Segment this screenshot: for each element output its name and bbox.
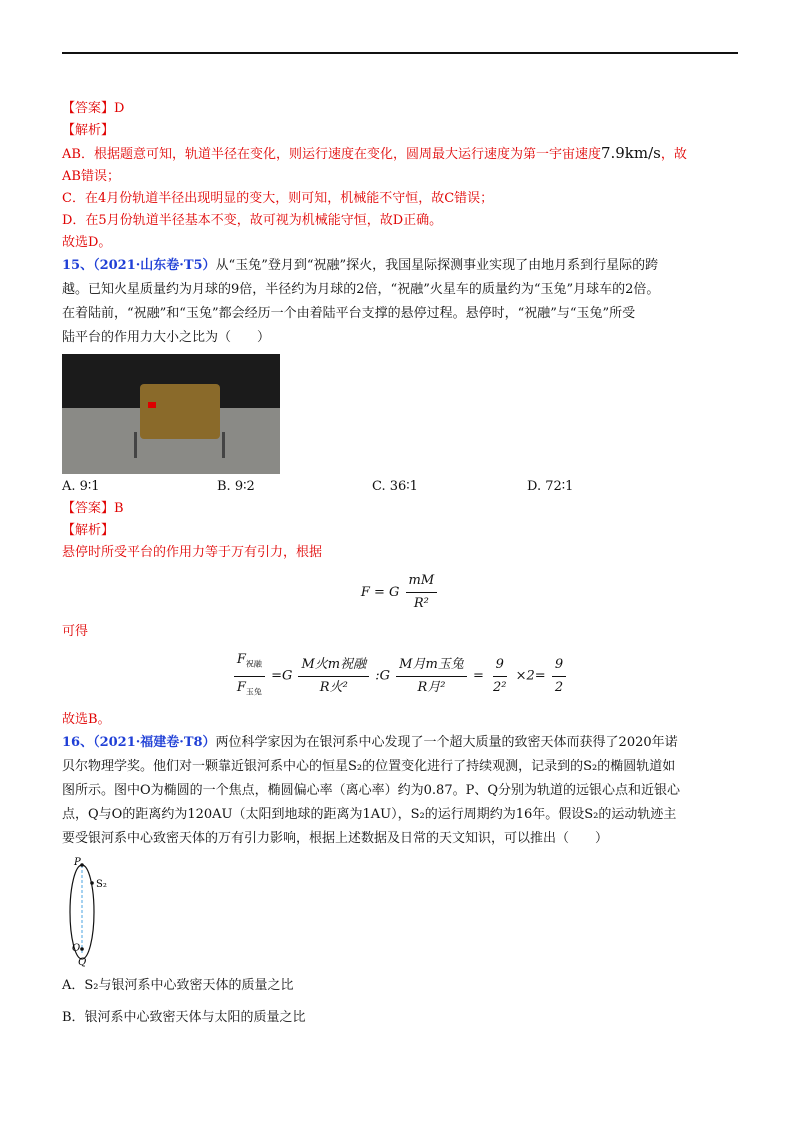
lander-flag: [148, 402, 156, 408]
label-s2: S₂: [96, 879, 107, 891]
q16-stem-1: 两位科学家因为在银河系中心发现了一个超大质量的致密天体而获得了2020年诺: [215, 735, 678, 751]
r2-den: 2: [554, 679, 564, 695]
q14-line-ab: [62, 142, 738, 166]
q14-conclusion: 故选D。: [62, 235, 112, 250]
lander-leg: [222, 432, 225, 458]
formula-times: ×2=: [515, 668, 546, 684]
q15-analysis-label: 【解析】: [62, 523, 115, 538]
label-o: O: [72, 943, 81, 955]
q15-stem-1: 从“玉兔”登月到“祝融”探火，我国星际探测事业实现了由地月系到行星际的跨: [215, 258, 659, 273]
formula-ratio: [62, 649, 738, 703]
q15-stem-3: 在着陆前，“祝融”和“玉兔”都会经历一个由着陆平台支撑的悬停过程。悬停时，“祝融”与“玉兔”所受: [62, 306, 636, 321]
q15-option-d[interactable]: D. 72∶1: [527, 479, 574, 494]
q15-stem-4: 陆平台的作用力大小之比为（ ）: [62, 330, 271, 345]
q15-answer: 【答案】B: [62, 501, 124, 516]
q14-line-c: C．在4月份轨道半径出现明显的变大，则可知，机械能不守恒，故C错误；: [62, 191, 494, 206]
q16-stem-2: 贝尔物理学奖。他们对一颗靠近银河系中心的恒星S₂的位置变化进行了持续观测，记录到的S₂的椭圆轨道如: [62, 759, 676, 775]
formula-r2: [552, 654, 566, 699]
formula-mars-term: [298, 654, 369, 699]
r2-num: 9: [552, 654, 566, 677]
q16-option-a[interactable]: A．S₂与银河系中心致密天体的质量之比: [62, 978, 294, 994]
force-num-sub: 祝融: [245, 659, 262, 669]
point-s2: [90, 881, 94, 885]
document-body: [62, 98, 738, 1029]
formula-eq: =G: [271, 668, 293, 684]
q14-answer: 【答案】D: [62, 101, 125, 116]
q15-options: [62, 476, 682, 498]
q14-ab-tail: ，故: [660, 147, 687, 162]
formula-gravity-den: R²: [413, 596, 429, 611]
formula-ratio-force: [234, 649, 265, 703]
q15-number: 15、: [62, 258, 94, 273]
q16-stem-5: 要受银河系中心致密天体的万有引力影响，根据上述数据及日常的天文知识，可以推出（ ）: [62, 831, 609, 847]
r1-num: 9: [493, 654, 507, 677]
q14-speed: 7.9km/s: [600, 144, 661, 162]
force-den-sub: 玉兔: [245, 687, 262, 697]
q15-conclusion: 故选B。: [62, 712, 111, 728]
lander-leg: [134, 432, 137, 458]
formula-colon: :G: [375, 668, 391, 684]
q15-option-b[interactable]: B. 9∶2: [217, 479, 255, 494]
q15-option-c[interactable]: C. 36∶1: [372, 479, 418, 494]
lander-photo: [62, 354, 280, 474]
point-p: [80, 863, 84, 867]
q15-source: （2021·山东卷·T5）: [93, 258, 216, 273]
q15-stem-2: 越。已知火星质量约为月球的9倍，半径约为月球的2倍，“祝融”火星车的质量约为“玉兔”月球车的2倍。: [62, 282, 660, 297]
label-p: P: [74, 857, 81, 869]
q16-number: 16、: [62, 735, 94, 751]
formula-gravity-num: mM: [406, 570, 438, 593]
q16-stem-4: 点，Q与O的距离约为120AU（太阳到地球的距离为1AU），S₂的运行周期约为16年。假设S₂的运动轨迹主: [62, 807, 677, 823]
mars-den: R火²: [319, 679, 348, 695]
q15-stem: [62, 254, 738, 350]
force-num: F: [236, 652, 246, 667]
label-q: Q: [78, 957, 87, 968]
orbit-figure: [62, 857, 122, 967]
q15-explain-1: 悬停时所受平台的作用力等于万有引力，根据: [62, 545, 323, 560]
formula-eq2: =: [472, 668, 484, 684]
formula-gravity-frac: [406, 570, 438, 615]
q16-source: （2021·福建卷·T8）: [93, 735, 216, 751]
formula-r1: [490, 654, 509, 699]
moon-den: R月²: [417, 679, 446, 695]
q16-stem: [62, 731, 738, 851]
q15-option-a[interactable]: A. 9∶1: [62, 479, 100, 494]
formula-gravity-left: F = G: [360, 585, 400, 600]
force-den: F: [236, 679, 246, 695]
r1-den: 2²: [493, 679, 507, 695]
moon-num: M月m玉兔: [396, 654, 467, 677]
mars-num: M火m祝融: [298, 654, 369, 677]
q16-stem-3: 图所示。图中O为椭圆的一个焦点，椭圆偏心率（离心率）约为0.87。P、Q分别为轨道的远银心点和近银心: [62, 783, 681, 799]
q16-option-b[interactable]: B．银河系中心致密天体与太阳的质量之比: [62, 1010, 306, 1026]
formula-moon-term: [396, 654, 467, 699]
q14-line-d: D．在5月份轨道半径基本不变，故可视为机械能守恒，故D正确。: [62, 213, 443, 228]
lander-body: [140, 384, 220, 439]
q15-explain-2: 可得: [62, 624, 89, 639]
q14-ab-text: AB．根据题意可知，轨道半径在变化，则运行速度在变化，圆周最大运行速度为第一宇宙速度: [62, 147, 601, 162]
formula-gravity: [62, 570, 738, 615]
header-rule: [62, 52, 738, 54]
q14-ab-wrap: AB错误；: [62, 169, 120, 184]
point-o: [80, 947, 84, 951]
q14-analysis-label: 【解析】: [62, 123, 115, 138]
